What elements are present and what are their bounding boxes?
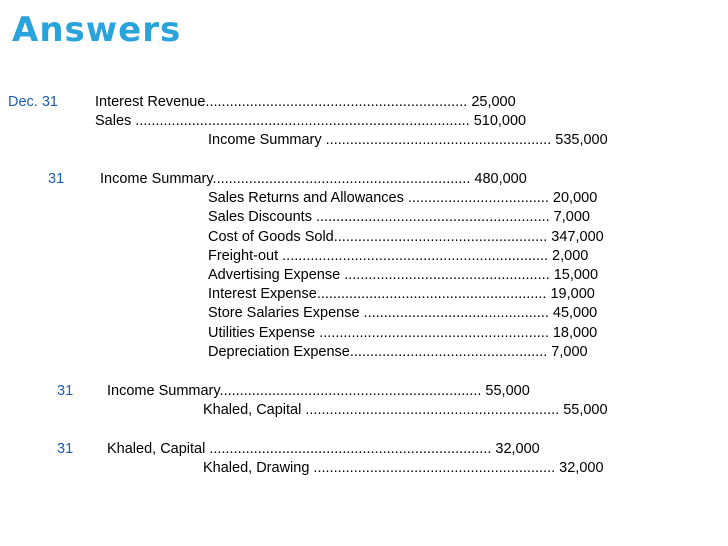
entry-2-credit-utilities: Utilities Expense ......................................................... 18,000 (208, 325, 598, 341)
entry-4-date: 31 (57, 441, 74, 457)
entry-2-credit-interest-expense: Interest Expense......................................................... 19,000 (208, 286, 595, 302)
entry-4-debit-capital: Khaled, Capital ...................................................................... 32,000 (107, 441, 540, 457)
entry-2-credit-freight-out: Freight-out .................................................................. 2,000 (208, 248, 589, 264)
entry-2-credit-advertising: Advertising Expense ................................................... 15,000 (208, 267, 599, 283)
entry-1-date: Dec. 31 (8, 94, 58, 110)
entry-2-credit-depreciation: Depreciation Expense................................................. 7,000 (208, 344, 588, 360)
entry-1-debit-interest-revenue: Interest Revenue................................................................. 25,000 (95, 94, 516, 110)
entry-2-date: 31 (48, 171, 65, 187)
entry-1-debit-sales: Sales ................................................................................... 510,000 (95, 113, 527, 129)
page-title: Answers (12, 10, 182, 50)
entry-3-credit-capital: Khaled, Capital ............................................................... 55,000 (203, 402, 608, 418)
entry-4-credit-drawing: Khaled, Drawing ............................................................ 32,000 (203, 460, 604, 476)
entry-2-credit-sales-discounts: Sales Discounts .......................................................... 7,000 (208, 209, 590, 225)
entry-2-credit-cogs: Cost of Goods Sold..................................................... 347,000 (208, 229, 604, 245)
entry-2-debit-income-summary: Income Summary................................................................ 480,000 (100, 171, 527, 187)
entry-1-credit-income-summary: Income Summary ........................................................ 535,000 (208, 132, 608, 148)
entry-2-credit-store-salaries: Store Salaries Expense .............................................. 45,000 (208, 305, 598, 321)
entry-2-credit-sales-returns: Sales Returns and Allowances ................................... 20,000 (208, 190, 598, 206)
entry-3-debit-income-summary: Income Summary................................................................. 55,000 (107, 383, 530, 399)
entry-3-date: 31 (57, 383, 74, 399)
